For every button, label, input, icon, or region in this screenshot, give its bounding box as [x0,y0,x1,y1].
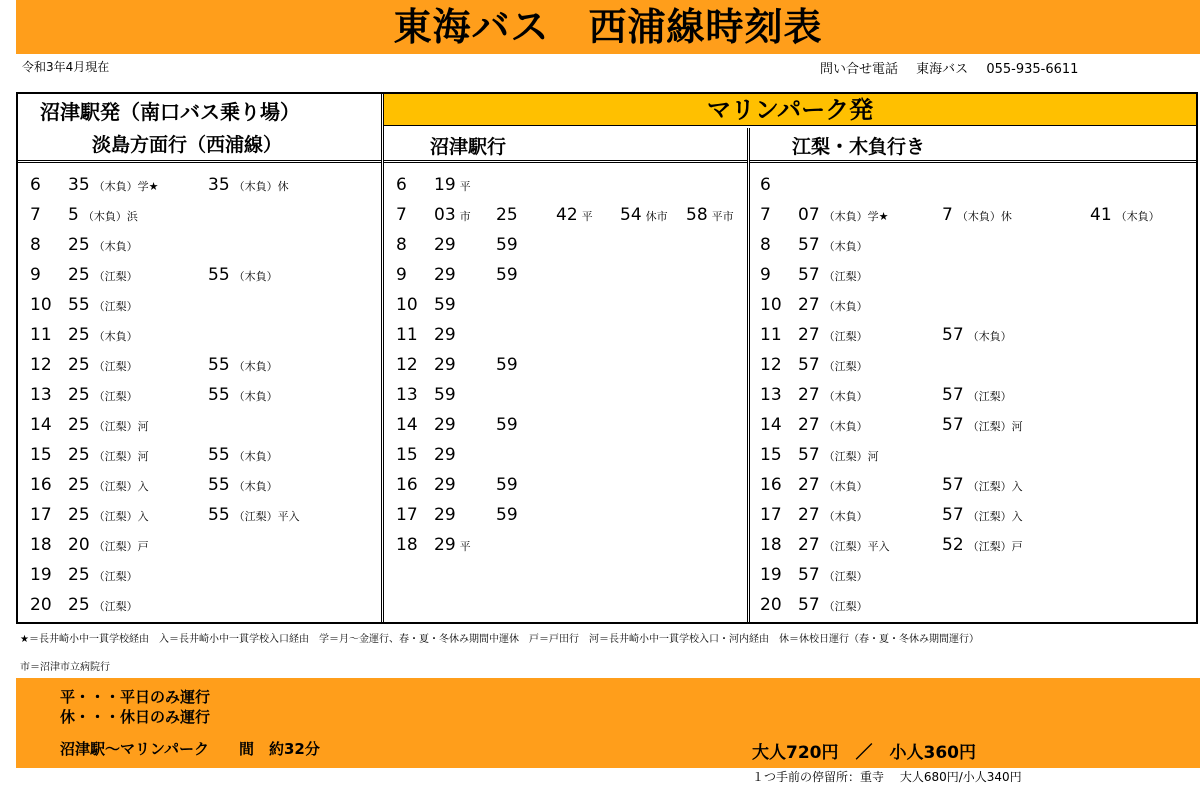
departure-minute: 41 [1090,205,1112,225]
departure-entry [556,200,593,232]
hour-label: 13 [30,385,52,405]
hour-label: 8 [396,235,407,255]
departure-minute: 35 [68,175,90,195]
departure-note: （江梨）平入 [233,510,300,523]
departure-entry [798,560,868,592]
departure-entry [208,170,289,202]
departure-entry [942,410,1023,442]
departure-note: （江梨）戸 [967,540,1023,553]
hour-label: 9 [760,265,771,285]
departure-note: （江梨）戸 [93,540,149,553]
departure-minute: 25 [68,265,90,285]
departure-minute: 59 [496,505,518,525]
hour-label: 16 [760,475,782,495]
departure-entry [68,200,138,232]
departure-minute: 03 [434,205,456,225]
departure-minute: 20 [68,535,90,555]
departure-minute: 57 [798,595,820,615]
departure-minute: 57 [798,565,820,585]
departure-note: （木負） [233,360,278,373]
departure-note: （江梨）河 [967,420,1023,433]
departure-entry [942,500,1023,532]
departure-note: （木負）休 [956,210,1012,223]
departure-entry [496,200,518,230]
departure-entry [496,500,518,530]
departure-minute: 35 [208,175,230,195]
departure-minute: 57 [942,325,964,345]
hour-label: 13 [760,385,782,405]
departure-entry [798,500,868,532]
hour-label: 6 [760,175,771,195]
departure-note: 平 [459,540,471,553]
departure-entry [434,410,456,440]
departure-minute: 29 [434,355,456,375]
departure-entry [798,290,868,322]
departure-minute: 25 [68,355,90,375]
departure-minute: 25 [496,205,518,225]
departure-minute: 25 [68,565,90,585]
departure-minute: 57 [942,505,964,525]
departure-entry [496,470,518,500]
departure-entry [208,440,278,472]
departure-entry [798,200,889,232]
hour-label: 8 [30,235,41,255]
departure-minute: 25 [68,505,90,525]
numazu-subheader: 淡島方面行（西浦線） [92,134,283,156]
departure-minute: 25 [68,385,90,405]
hour-label: 7 [30,205,41,225]
contact-phone: 055-935-6611 [986,62,1079,77]
holiday-note: 休・・・休日のみ運行 [60,708,211,726]
departure-entry [942,320,1012,352]
departure-minute: 29 [434,445,456,465]
departure-note: （木負） [823,510,868,523]
departure-entry [208,500,300,532]
departure-minute: 25 [68,445,90,465]
departure-note: （江梨）入 [967,510,1023,523]
hour-label: 19 [760,565,782,585]
departure-entry [68,470,149,502]
departure-entry [208,350,278,382]
hour-label: 14 [396,415,418,435]
departure-entry [434,200,471,232]
departure-entry [942,200,1012,232]
hour-label: 14 [30,415,52,435]
departure-note: （木負）休 [233,180,289,193]
departure-minute: 52 [942,535,964,555]
departure-note: （木負） [823,300,868,313]
departure-minute: 29 [434,415,456,435]
hour-label: 6 [396,175,407,195]
prev-stop-note: １つ手前の停留所：重寺 大人680円/小人340円 [752,770,1022,784]
departure-minute: 27 [798,325,820,345]
departure-entry [1090,200,1160,232]
departure-minute: 27 [798,385,820,405]
departure-minute: 57 [942,475,964,495]
departure-note: （江梨）平入 [823,540,890,553]
departure-minute: 29 [434,265,456,285]
departure-note: （木負）学★ [823,210,889,223]
departure-note: （木負） [93,330,138,343]
departure-note: （江梨） [823,360,868,373]
column-divider [747,128,750,622]
numazu-header: 沼津駅発（南口バス乗り場） [40,100,300,124]
departure-minute: 25 [68,325,90,345]
page-title: 東海バス 西浦線時刻表 [16,0,1200,54]
departure-note: 平 [581,210,593,223]
departure-entry [798,380,868,412]
hour-label: 13 [396,385,418,405]
departure-entry [68,410,149,442]
marinepark-header: マリンパーク発 [384,94,1196,126]
departure-minute: 57 [798,265,820,285]
hour-label: 9 [30,265,41,285]
departure-minute: 55 [208,355,230,375]
departure-minute: 54 [620,205,642,225]
departure-minute: 59 [434,295,456,315]
departure-entry [68,530,149,562]
departure-note: （木負） [823,240,868,253]
hour-label: 18 [760,535,782,555]
departure-entry [496,410,518,440]
departure-entry [208,260,278,292]
departure-minute: 57 [942,385,964,405]
departure-entry [798,590,868,622]
departure-minute: 57 [798,355,820,375]
departure-minute: 55 [208,505,230,525]
departure-entry [798,350,868,382]
departure-minute: 59 [434,385,456,405]
departure-entry [68,380,138,412]
as-of-date: 令和3年4月現在 [22,60,110,74]
legend-symbols: ★＝長井崎小中一貫学校経由 入＝長井崎小中一貫学校入口経由 学＝月～金運行、春・夏・冬休み期間中運休 戸＝戸田行 河＝長井崎小中一貫学校入口・河内経由 休＝休校日運行（春・夏・冬休み期間運行） [20,634,979,645]
departure-entry [620,200,668,232]
departure-note: （江梨） [823,330,868,343]
departure-entry [208,380,278,412]
hour-label: 15 [760,445,782,465]
departure-entry [68,260,138,292]
departure-minute: 27 [798,295,820,315]
departure-entry [798,410,868,442]
departure-entry [942,470,1023,502]
route-duration: 沼津駅～マリンパーク 間 約32分 [60,740,320,758]
departure-minute: 59 [496,415,518,435]
hour-label: 11 [396,325,418,345]
departure-entry [686,200,734,232]
hour-label: 7 [396,205,407,225]
departure-note: （江梨）河 [93,420,149,433]
departure-note: （江梨） [93,600,138,613]
departure-minute: 27 [798,415,820,435]
departure-entry [434,320,456,350]
departure-entry [434,500,456,530]
departure-entry [496,260,518,290]
weekday-note: 平・・・平日のみ運行 [60,688,211,706]
departure-minute: 25 [68,475,90,495]
departure-note: （木負） [233,270,278,283]
departure-entry [434,470,456,500]
departure-minute: 58 [686,205,708,225]
hour-label: 15 [30,445,52,465]
departure-minute: 29 [434,325,456,345]
departure-entry [798,320,868,352]
departure-minute: 57 [942,415,964,435]
departure-entry [68,350,138,382]
departure-note: （江梨）入 [967,480,1023,493]
departure-entry [68,230,138,262]
departure-minute: 29 [434,235,456,255]
timetable [16,92,1198,624]
departure-minute: 55 [208,445,230,465]
departure-entry [434,350,456,380]
departure-entry [68,500,149,532]
departure-note: 市 [459,210,471,223]
departure-entry [942,380,1012,412]
departure-entry [496,350,518,380]
legend-hospital: 市＝沼津市立病院行 [20,662,110,673]
header-divider [18,160,1196,163]
departure-note: （江梨） [823,570,868,583]
hour-label: 20 [760,595,782,615]
hour-label: 16 [396,475,418,495]
departure-note: （木負） [823,420,868,433]
departure-note: （木負） [823,480,868,493]
departure-entry [434,170,471,202]
departure-note: （江梨） [93,390,138,403]
departure-note: （木負） [967,330,1012,343]
departure-entry [434,230,456,260]
departure-minute: 25 [68,415,90,435]
departure-minute: 25 [68,595,90,615]
departure-note: （木負） [233,450,278,463]
contact-company: 東海バス [916,62,969,77]
departure-entry [68,560,138,592]
departure-note: （江梨） [823,600,868,613]
hour-label: 11 [760,325,782,345]
departure-minute: 57 [798,445,820,465]
departure-entry [798,440,879,472]
hour-label: 17 [30,505,52,525]
departure-entry [68,440,149,472]
hour-label: 6 [30,175,41,195]
hour-label: 12 [396,355,418,375]
departure-minute: 27 [798,505,820,525]
departure-entry [942,530,1023,562]
departure-minute: 55 [208,265,230,285]
contact-info [820,58,1092,77]
departure-entry [434,380,456,410]
departure-note: （江梨）入 [93,480,149,493]
to-enashi-header: 江梨・木負行き [792,136,926,158]
departure-minute: 59 [496,235,518,255]
departure-minute: 59 [496,265,518,285]
hour-label: 15 [396,445,418,465]
departure-entry [798,260,868,292]
departure-entry [434,260,456,290]
departure-note: （木負） [233,390,278,403]
departure-entry [496,230,518,260]
departure-minute: 55 [68,295,90,315]
departure-note: （江梨）河 [93,450,149,463]
departure-minute: 27 [798,475,820,495]
hour-label: 8 [760,235,771,255]
departure-note: （江梨） [967,390,1012,403]
hour-label: 20 [30,595,52,615]
departure-note: （江梨）河 [823,450,879,463]
departure-note: （江梨） [93,360,138,373]
departure-note: 休市 [645,210,668,223]
column-divider [381,94,384,622]
departure-minute: 59 [496,475,518,495]
hour-label: 12 [760,355,782,375]
departure-entry [68,320,138,352]
hour-label: 12 [30,355,52,375]
departure-entry [68,170,159,202]
departure-note: （江梨） [823,270,868,283]
departure-entry [68,590,138,622]
departure-note: （江梨） [93,570,138,583]
fare: 大人720円 ／ 小人360円 [752,743,976,763]
departure-entry [208,470,278,502]
departure-note: （江梨）入 [93,510,149,523]
hour-label: 9 [396,265,407,285]
hour-label: 18 [396,535,418,555]
departure-minute: 42 [556,205,578,225]
departure-note: （木負） [93,240,138,253]
hour-label: 14 [760,415,782,435]
hour-label: 17 [760,505,782,525]
departure-entry [798,530,890,562]
departure-minute: 7 [942,205,953,225]
departure-minute: 5 [68,205,79,225]
departure-entry [434,530,471,562]
departure-minute: 19 [434,175,456,195]
hour-label: 17 [396,505,418,525]
departure-minute: 29 [434,535,456,555]
departure-entry [434,440,456,470]
hour-label: 19 [30,565,52,585]
departure-minute: 25 [68,235,90,255]
departure-entry [68,290,138,322]
departure-note: 平市 [711,210,734,223]
departure-entry [798,230,868,262]
departure-minute: 55 [208,385,230,405]
departure-minute: 07 [798,205,820,225]
info-panel [16,678,1200,768]
hour-label: 10 [396,295,418,315]
departure-note: （木負）学★ [93,180,159,193]
departure-minute: 55 [208,475,230,495]
departure-note: （木負） [823,390,868,403]
contact-label: 問い合せ電話 [820,62,899,77]
hour-label: 16 [30,475,52,495]
hour-label: 10 [760,295,782,315]
departure-minute: 29 [434,505,456,525]
departure-minute: 27 [798,535,820,555]
departure-note: 平 [459,180,471,193]
departure-note: （木負） [233,480,278,493]
departure-entry [798,470,868,502]
to-numazu-header: 沼津駅行 [430,136,507,158]
departure-note: （江梨） [93,270,138,283]
departure-note: （江梨） [93,300,138,313]
departure-minute: 59 [496,355,518,375]
departure-note: （木負）浜 [82,210,138,223]
departure-note: （木負） [1115,210,1160,223]
hour-label: 11 [30,325,52,345]
departure-minute: 57 [798,235,820,255]
departure-minute: 29 [434,475,456,495]
hour-label: 18 [30,535,52,555]
hour-label: 7 [760,205,771,225]
departure-entry [434,290,456,320]
hour-label: 10 [30,295,52,315]
